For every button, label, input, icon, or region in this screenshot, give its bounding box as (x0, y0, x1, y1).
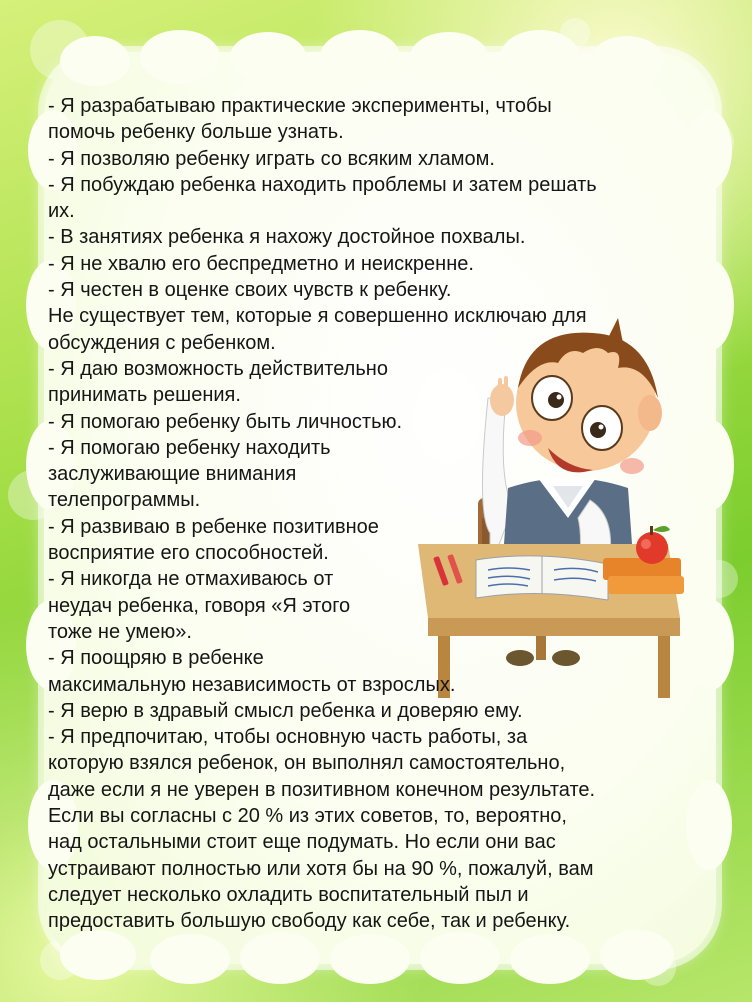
text-line: - Я даю возможность действительно (48, 357, 388, 380)
text-line: - Я поощряю в ребенке (48, 647, 264, 670)
text-line: восприятие его способностей. (48, 542, 329, 565)
text-line: даже если я не уверен в позитивном конечном результате. (48, 778, 596, 801)
text-line: следует несколько охладить воспитательный пыл и (48, 883, 529, 906)
text-line: - В занятиях ребенка я нахожу достойное похвалы. (48, 226, 526, 249)
text-line: - Я помогаю ребенку находить (48, 436, 331, 459)
text-line: принимать решения. (48, 384, 241, 407)
text-line: Не существует тем, которые я совершенно исключаю для (48, 305, 587, 328)
text-line: обсуждения с ребенком. (48, 331, 276, 354)
text-line: - Я позволяю ребенку играть со всяким хламом. (48, 147, 495, 170)
text-line: - Я предпочитаю, чтобы основную часть работы, за (48, 726, 528, 749)
text-line: телепрограммы. (48, 489, 201, 512)
text-line: неудач ребенка, говоря «Я этого (48, 594, 351, 617)
text-line: их. (48, 200, 75, 223)
advice-text (48, 93, 708, 935)
text-line: максимальную независимость от взрослых. (48, 673, 456, 696)
text-line: - Я помогаю ребенку быть личностью. (48, 410, 403, 433)
text-line: - Я никогда не отмахиваюсь от (48, 568, 334, 591)
text-line: Если вы согласны с 20 % из этих советов, то, вероятно, (48, 805, 567, 828)
text-line: предоставить большую свободу как себе, так и ребенку. (48, 910, 571, 933)
text-line: - Я разрабатываю практические эксперименты, чтобы (48, 95, 552, 117)
text-line: устраивают полностью или хотя бы на 90 %, пожалуй, вам (48, 857, 594, 880)
text-line: - Я развиваю в ребенке позитивное (48, 515, 379, 538)
text-line: заслуживающие внимания (48, 463, 297, 486)
text-line: тоже не умею». (48, 620, 192, 643)
text-line: которую взялся ребенок, он выполнял самостоятельно, (48, 752, 566, 775)
text-line: - Я не хвалю его беспредметно и неискренне. (48, 252, 474, 275)
text-line: - Я побуждаю ребенка находить проблемы и затем решать (48, 173, 597, 196)
text-line: - Я честен в оценке своих чувств к ребенку. (48, 279, 452, 302)
text-line: помочь ребенку больше узнать. (48, 121, 344, 144)
text-line: над остальными стоит еще подумать. Но если они вас (48, 831, 556, 854)
text-line: - Я верю в здравый смысл ребенка и доверяю ему. (48, 699, 523, 722)
